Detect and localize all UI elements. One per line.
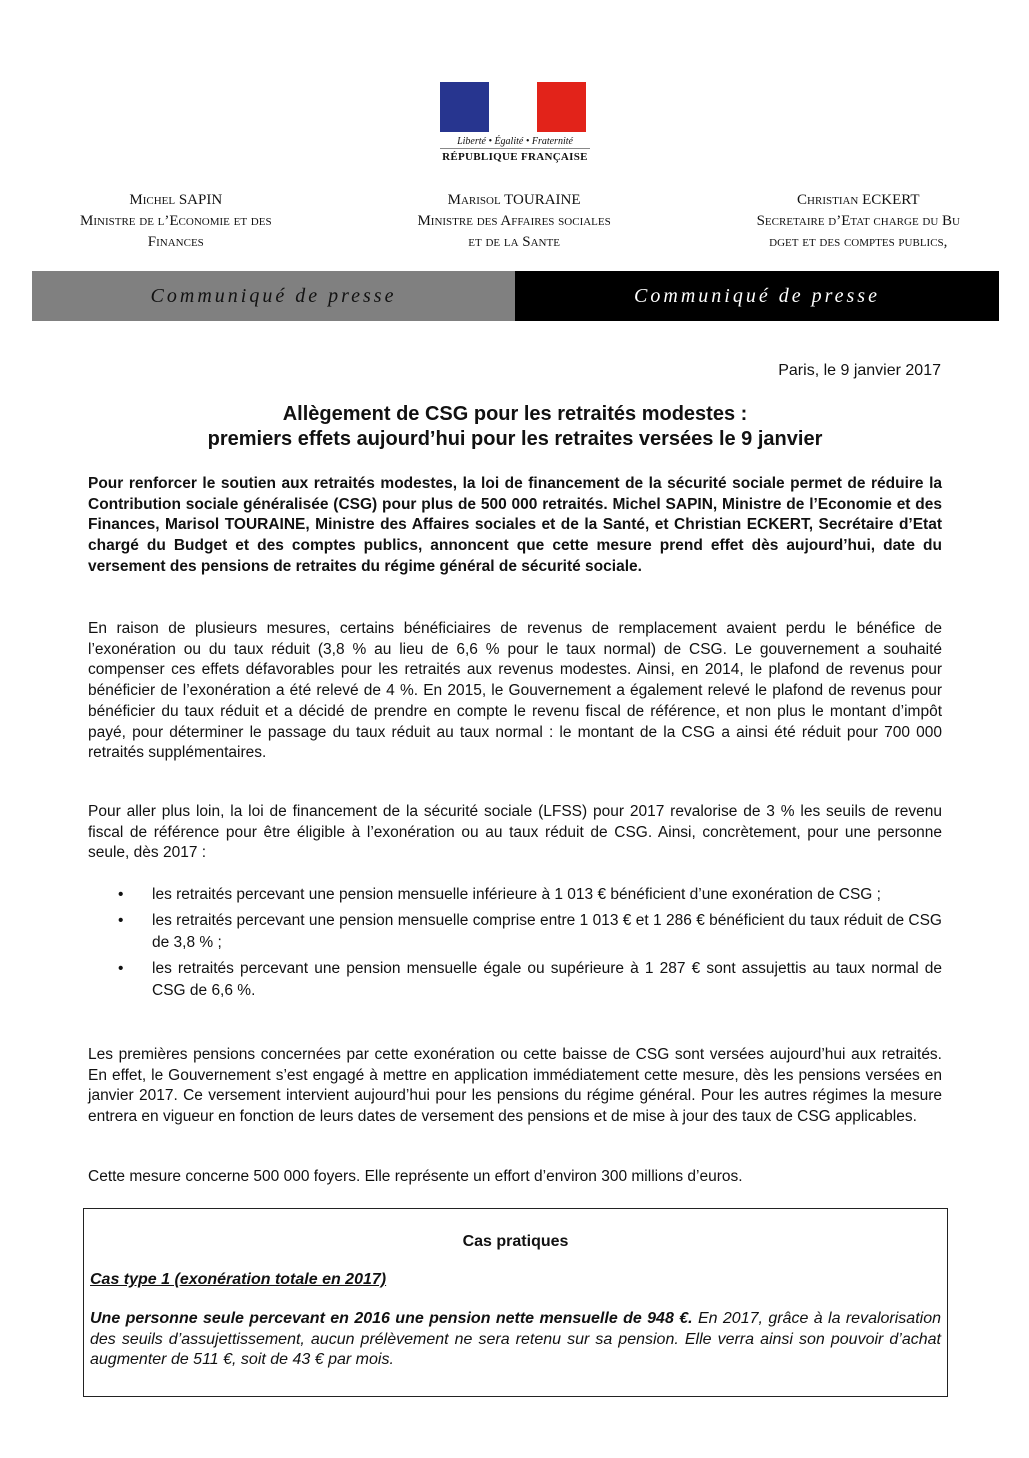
cost-paragraph: Cette mesure concerne 500 000 foyers. Elle représente un effort d’environ 300 millions d’euros. [88, 1168, 743, 1185]
context-paragraph: En raison de plusieurs mesures, certains bénéficiaires de revenus de remplacement avaient perdu le bénéfice de l’exonération ou du taux réduit (3,8 % au lieu de 6,6 % pour le taux normal) de CSG. Le gouvernement a souhaité compenser ces effets défavorables pour les retraités aux revenus modestes. Ainsi, en 2014, le plafond de revenus pour bénéficier de l’exonération a été relevé de 4 %. En 2015, le Gouvernement a également relevé le plafond de revenus pour bénéficier du taux réduit et a décidé de prendre en compte le revenu fiscal de référence, et non plus le montant d’impôt payé, pour déterminer le passage du taux réduit au taux normal : le montant de la CSG a ainsi été réduit pour 700 000 retraités supplémentaires. [88, 620, 942, 762]
minister-sapin [80, 190, 272, 253]
case1-text [90, 1309, 941, 1371]
republique-francaise-logo [440, 82, 590, 163]
list-item: • les retraités percevant une pension mensuelle comprise entre 1 013 € et 1 286 € bénéficient du taux réduit de CSG de 3,8 % ; [88, 910, 942, 954]
box-heading: Cas pratiques [462, 1233, 569, 1250]
practical-cases-box [83, 1208, 948, 1397]
press-release-banner [32, 271, 999, 321]
case1-rest: En 2017, grâce à la revalorisation des seuils d’assujettissement, aucun prélèvement ne sera retenu sur sa pension. Elle verra ainsi son pouvoir d’achat augmenter de 511 €, soit de 43 € par mois. [90, 1310, 942, 1368]
list-item: • les retraités percevant une pension mensuelle inférieure à 1 013 € bénéficient d’une exonération de CSG ; [88, 884, 942, 906]
press-date: Paris, le 9 janvier 2017 [778, 362, 941, 379]
minister-title-line1: Ministre de l’Economie et des [80, 213, 272, 229]
logo-republic: RÉPUBLIQUE FRANÇAISE [442, 151, 588, 163]
banner-right-label: Communiqué de presse [634, 284, 880, 307]
case1-bold: Une personne seule percevant en 2016 une pension nette mensuelle de 948 €. [90, 1310, 693, 1327]
marianne-flag-icon [440, 82, 586, 132]
minister-name: Marisol TOURAINE [447, 192, 581, 208]
banner-left-label: Communiqué de presse [150, 284, 397, 307]
minister-title-line2: Finances [147, 234, 204, 250]
banner-left [32, 271, 515, 321]
intro-paragraph: Pour renforcer le soutien aux retraités modestes, la loi de financement de la sécurité sociale permet de réduire la Contribution sociale généralisée (CSG) pour plus de 500 000 retraités. Michel SAPIN, Ministre de l’Economie et des Finances, Marisol TOURAINE, Ministre des Affaires sociales et de la Santé, et Christian ECKERT, Secrétaire d’Etat chargé du Budget et des comptes publics, annoncent que cette mesure prend effet dès aujourd’hui, date du versement des pensions de retraites du régime général de sécurité sociale. [88, 475, 942, 575]
title-line1: Allègement de CSG pour les retraités modestes : [282, 403, 748, 425]
implementation-paragraph: Les premières pensions concernées par cette exonération ou cette baisse de CSG sont versées aujourd’hui aux retraités. En effet, le Gouvernement s’est engagé à mettre en application immédiatement cette mesure, dès les pensions versées en janvier 2017. Ce versement intervient aujourd’hui pour les pensions du régime général. Pour les autres régimes la mesure entrera en vigueur en fonction de leurs dates de versement des pensions et de mise à jour des taux de CSG applicables. [88, 1046, 942, 1126]
logo-motto: Liberté • Égalité • Fraternité [440, 136, 590, 149]
minister-title-line2: et de la Sante [468, 234, 560, 250]
list-item: • les retraités percevant une pension mensuelle égale ou supérieure à 1 287 € sont assujettis au taux normal de CSG de 6,6 %. [88, 958, 942, 1002]
minister-name: Michel SAPIN [129, 192, 223, 208]
case1-title: Cas type 1 (exonération totale en 2017) [90, 1271, 387, 1288]
minister-title-line2: dget et des comptes publics, [769, 234, 948, 250]
minister-eckert [757, 190, 960, 253]
title-line2: premiers effets aujourd’hui pour les retraites versées le 9 janvier [207, 428, 823, 450]
lfss-paragraph: Pour aller plus loin, la loi de financement de la sécurité sociale (LFSS) pour 2017 revalorise de 3 % les seuils de revenu fiscal de référence pour être éligible à l’exonération ou au taux réduit de CSG. Ainsi, concrètement, pour une personne seule, dès 2017 : [88, 803, 942, 862]
page-title [60, 402, 970, 452]
minister-title-line1: Ministre des Affaires sociales [417, 213, 611, 229]
banner-right [515, 271, 999, 321]
minister-title-line1: Secretaire d’Etat charge du Bu [756, 213, 960, 229]
minister-touraine [417, 190, 610, 253]
ministers-header [80, 190, 960, 253]
minister-name: Christian ECKERT [797, 192, 920, 208]
threshold-list [88, 884, 942, 1006]
